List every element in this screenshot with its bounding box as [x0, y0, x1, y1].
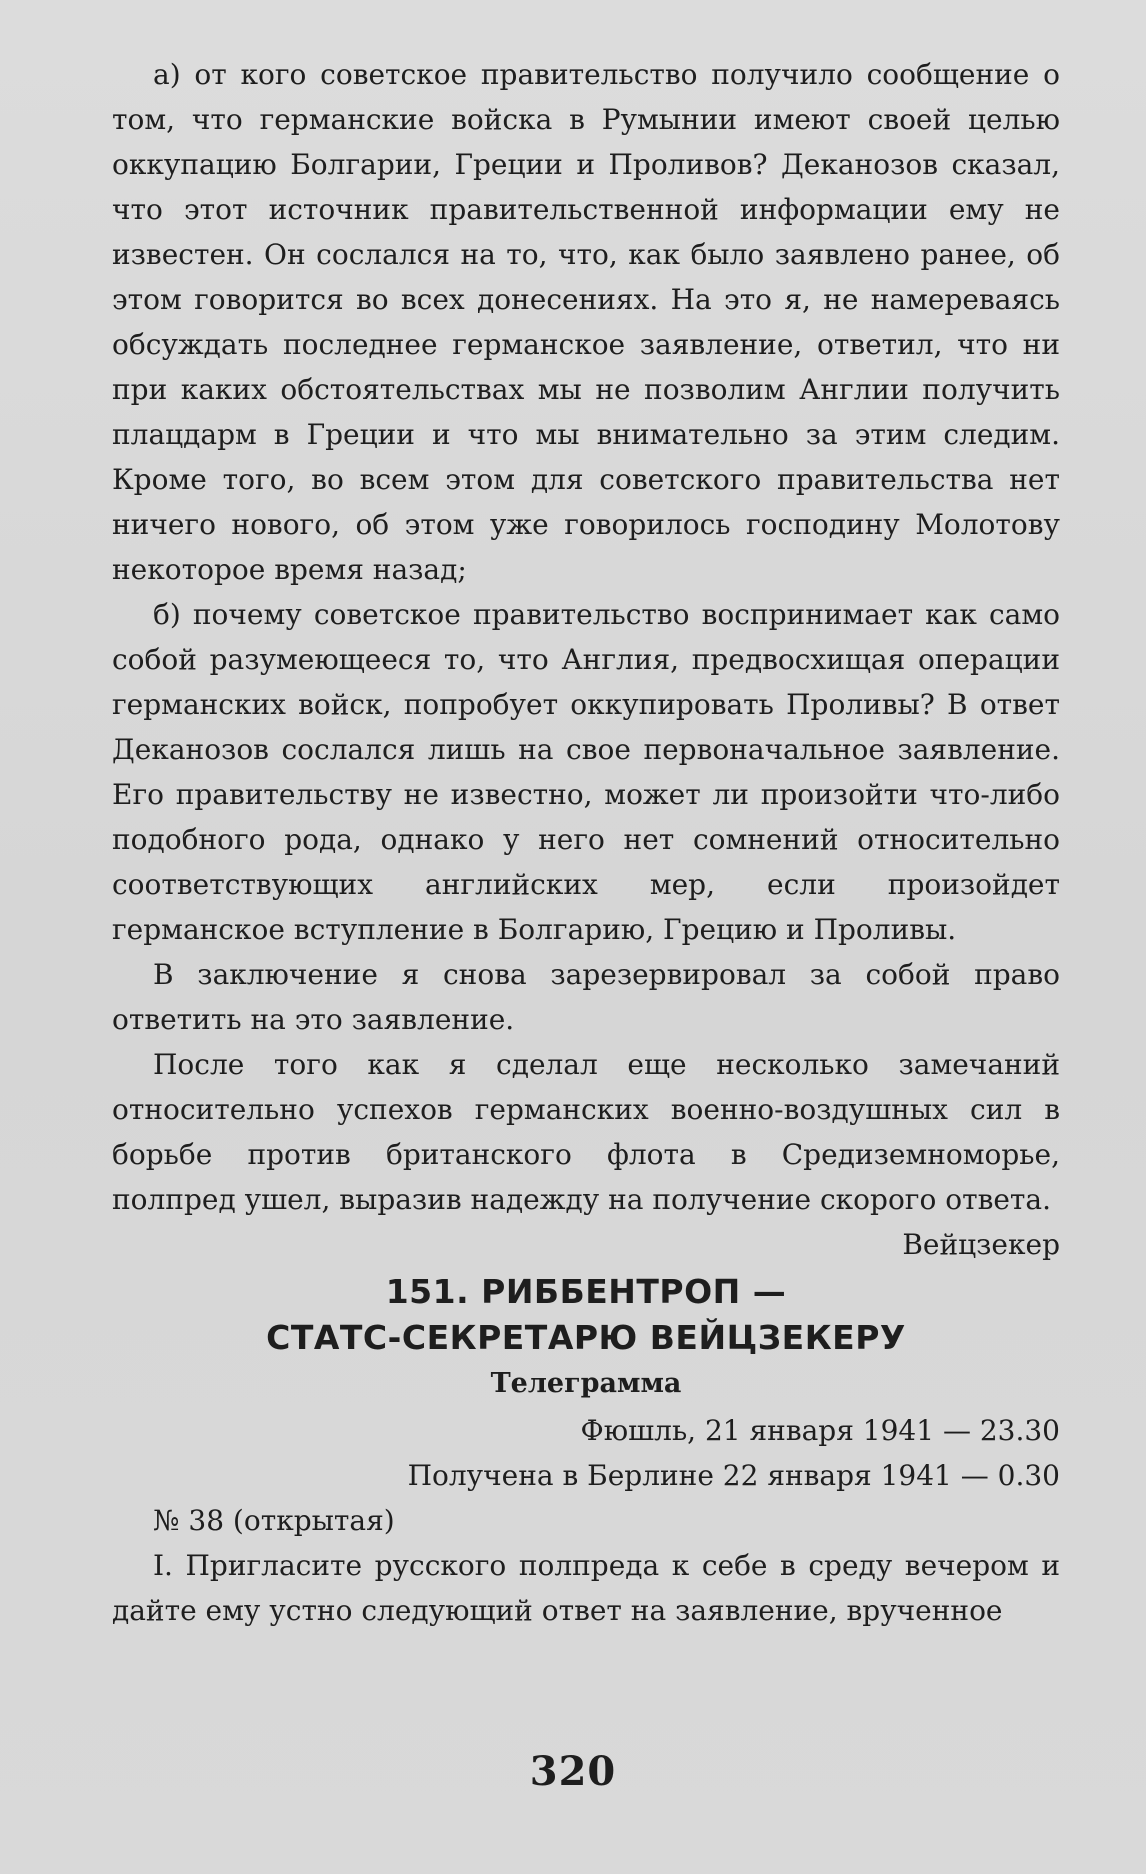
document-heading-line-2: СТАТС-СЕКРЕТАРЮ ВЕЙЦЗЕКЕРУ: [266, 1318, 906, 1357]
telegram-body: I. Пригласите русского полпреда к себе в среду вечером и дайте ему устно следующий ответ на заявление, врученное: [112, 1549, 1060, 1627]
signature: Вейцзекер: [902, 1228, 1060, 1261]
paragraph-b: б) почему советское правительство воспринимает как само собой разумеющееся то, что Англия, предвосхищая операции германских войск, попробует оккупировать Проливы? В ответ Деканозов сослался лишь на свое первоначальное заявление. Его правительству не известно, может ли произойти что-либо подобного рода, однако у него нет сомнений относительно соответствующих английских мер, если произойдет германское вступление в Болгарию, Грецию и Проливы.: [112, 598, 1060, 946]
dateline-received: Получена в Берлине 22 января 1941 — 0.30: [407, 1459, 1060, 1492]
telegram-number: № 38 (открытая): [153, 1504, 395, 1537]
page-number: 320: [529, 1748, 617, 1795]
paragraph-conclusion: В заключение я снова зарезервировал за собой право ответить на это заявление.: [112, 958, 1060, 1036]
dateline-sent: Фюшль, 21 января 1941 — 23.30: [580, 1414, 1060, 1447]
document-heading-line-1: 151. РИББЕНТРОП —: [385, 1272, 787, 1311]
paragraph-closing: После того как я сделал еще несколько замечаний относительно успехов германских военно-воздушных сил в борьбе против британского флота в Средиземноморье, полпред ушел, выразив надежду на получение скорого ответа.: [112, 1048, 1060, 1216]
paragraph-a: а) от кого советское правительство получило сообщение о том, что германские войска в Румынии имеют своей целью оккупацию Болгарии, Греции и Проливов? Деканозов сказал, что этот источник правительственной информации ему не известен. Он сослался на то, что, как было заявлено ранее, об этом говорится во всех донесениях. На это я, не намереваясь обсуждать последнее германское заявление, ответил, что ни при каких обстоятельствах мы не позволим Англии получить плацдарм в Греции и что мы внимательно за этим следим. Кроме того, во всем этом для советского правительства нет ничего нового, об этом уже говорилось господину Молотову некоторое время назад;: [112, 58, 1060, 586]
document-type: Телеграмма: [490, 1368, 682, 1399]
page-text: [112, 52, 1060, 1633]
